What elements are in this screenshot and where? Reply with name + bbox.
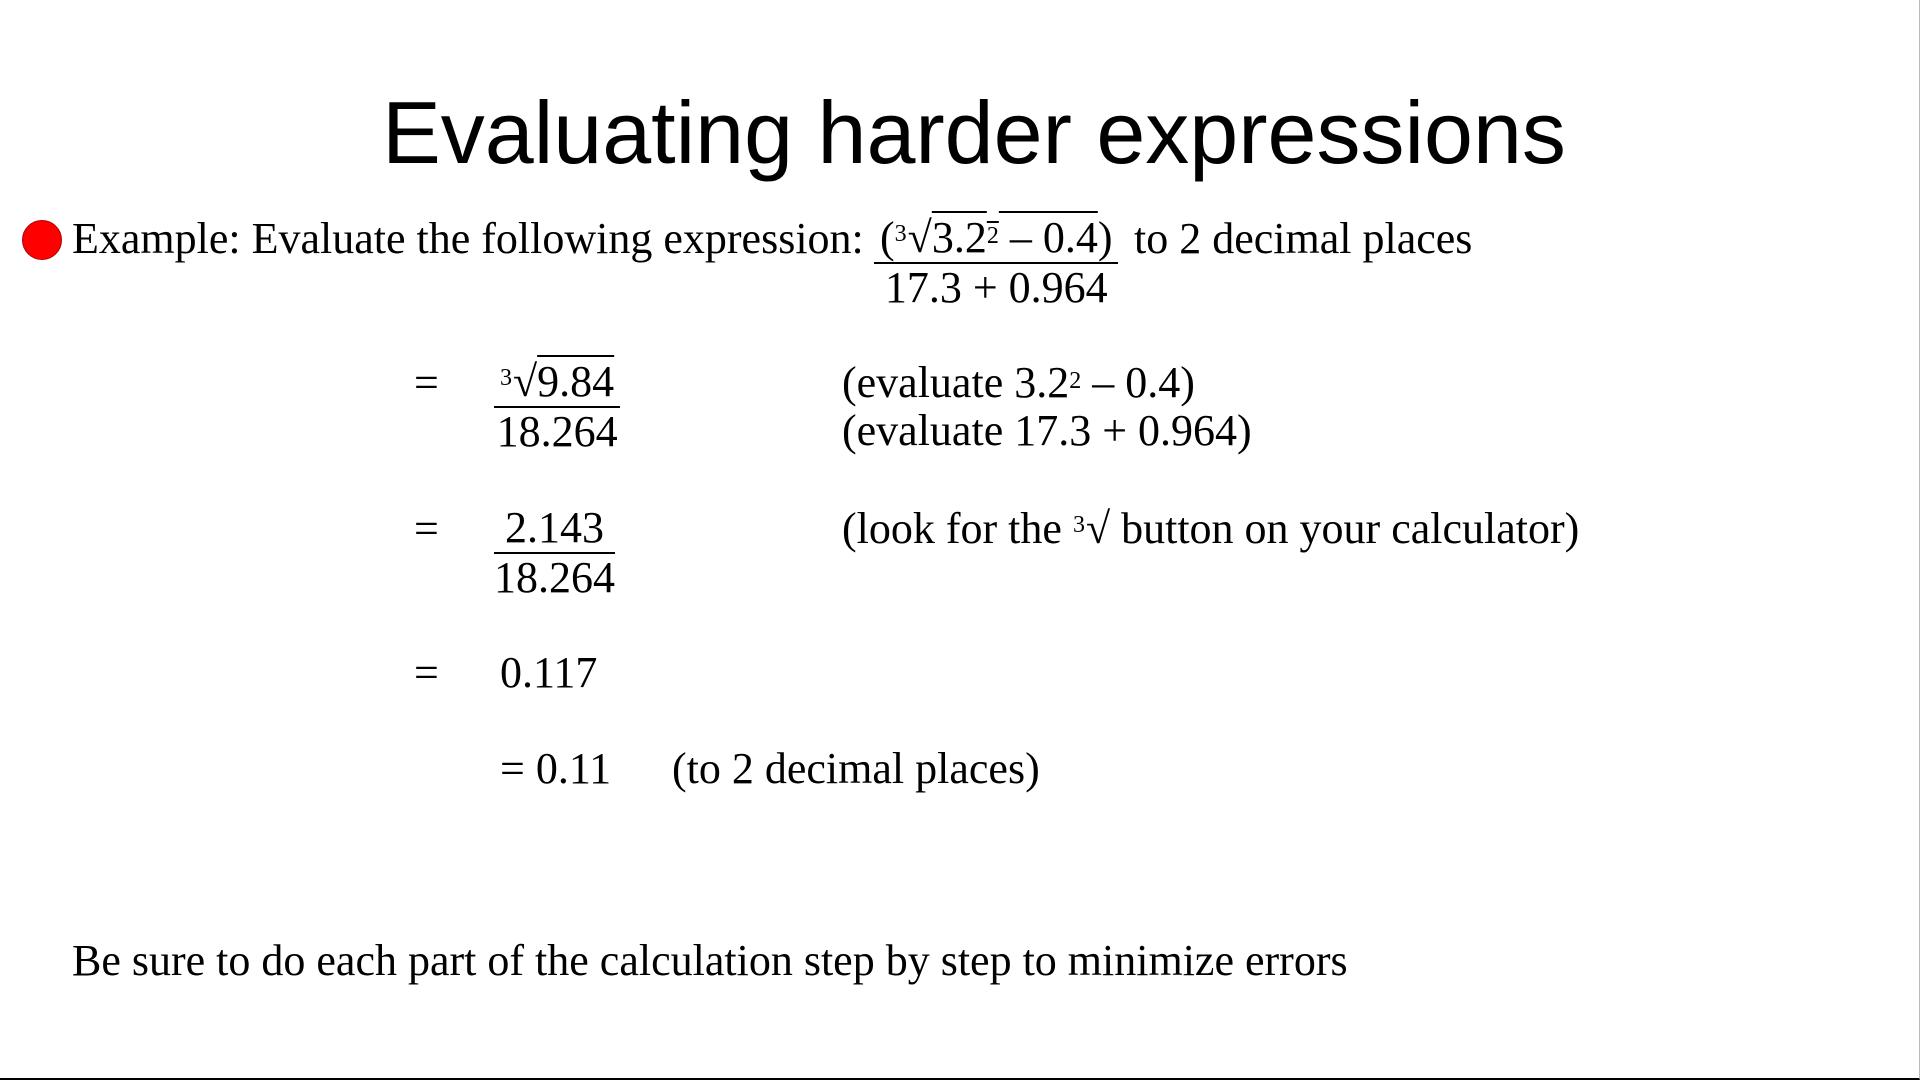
radical-icon: √ <box>513 357 538 406</box>
radicand-exponent: 2 <box>986 223 999 249</box>
step2-note-suffix: button on your calculator) <box>1110 504 1580 553</box>
step1-note2: (evaluate 17.3 + 0.964) <box>842 406 1252 455</box>
step2-numerator: 2.143 <box>494 504 615 554</box>
root-index: 3 <box>894 221 907 247</box>
step1-radicand: 9.84 <box>537 357 615 406</box>
expression-numerator <box>874 214 1118 264</box>
step1-equals: = <box>414 358 439 407</box>
radicand-base: 3.2 <box>931 213 987 262</box>
step2-note <box>842 504 1579 554</box>
step2-denominator: 18.264 <box>494 553 615 602</box>
step2-fraction <box>494 504 615 602</box>
close-paren: ) <box>1097 213 1113 262</box>
step1-note1 <box>842 358 1195 408</box>
open-paren: ( <box>880 213 895 262</box>
step3-value: 0.117 <box>500 648 598 697</box>
step1-denominator: 18.264 <box>496 407 618 456</box>
expression-fraction <box>874 214 1118 312</box>
step2-note-prefix: (look for the <box>842 504 1073 553</box>
step1-note1-prefix: (evaluate 3.2 <box>842 358 1070 407</box>
step4-value: = 0.11 <box>500 744 612 793</box>
step2-equals: = <box>414 504 439 553</box>
step1-fraction <box>494 358 620 456</box>
bullet-dot-icon <box>22 220 62 260</box>
step1-note1-exponent: 2 <box>1069 368 1082 394</box>
radical-icon: √ <box>1085 504 1111 553</box>
step1-numerator <box>494 358 620 408</box>
step3-equals: = <box>414 648 439 697</box>
radical-icon: √ <box>907 213 932 262</box>
expression-denominator: 17.3 + 0.964 <box>884 263 1108 312</box>
step1-note1-suffix: – 0.4) <box>1081 358 1195 407</box>
step2-note-index: 3 <box>1072 512 1085 538</box>
slide-title: Evaluating harder expressions <box>382 83 1566 182</box>
example-label: Example: Evaluate the following expression: <box>72 214 864 263</box>
footer-note: Be sure to do each part of the calculation step by step to minimize errors <box>72 936 1348 985</box>
step1-root-index: 3 <box>500 365 512 391</box>
precision-note: to 2 decimal places <box>1134 214 1473 263</box>
step4-note: (to 2 decimal places) <box>672 744 1040 793</box>
radicand-rest: – 0.4 <box>998 213 1098 262</box>
radicand <box>932 213 1098 262</box>
